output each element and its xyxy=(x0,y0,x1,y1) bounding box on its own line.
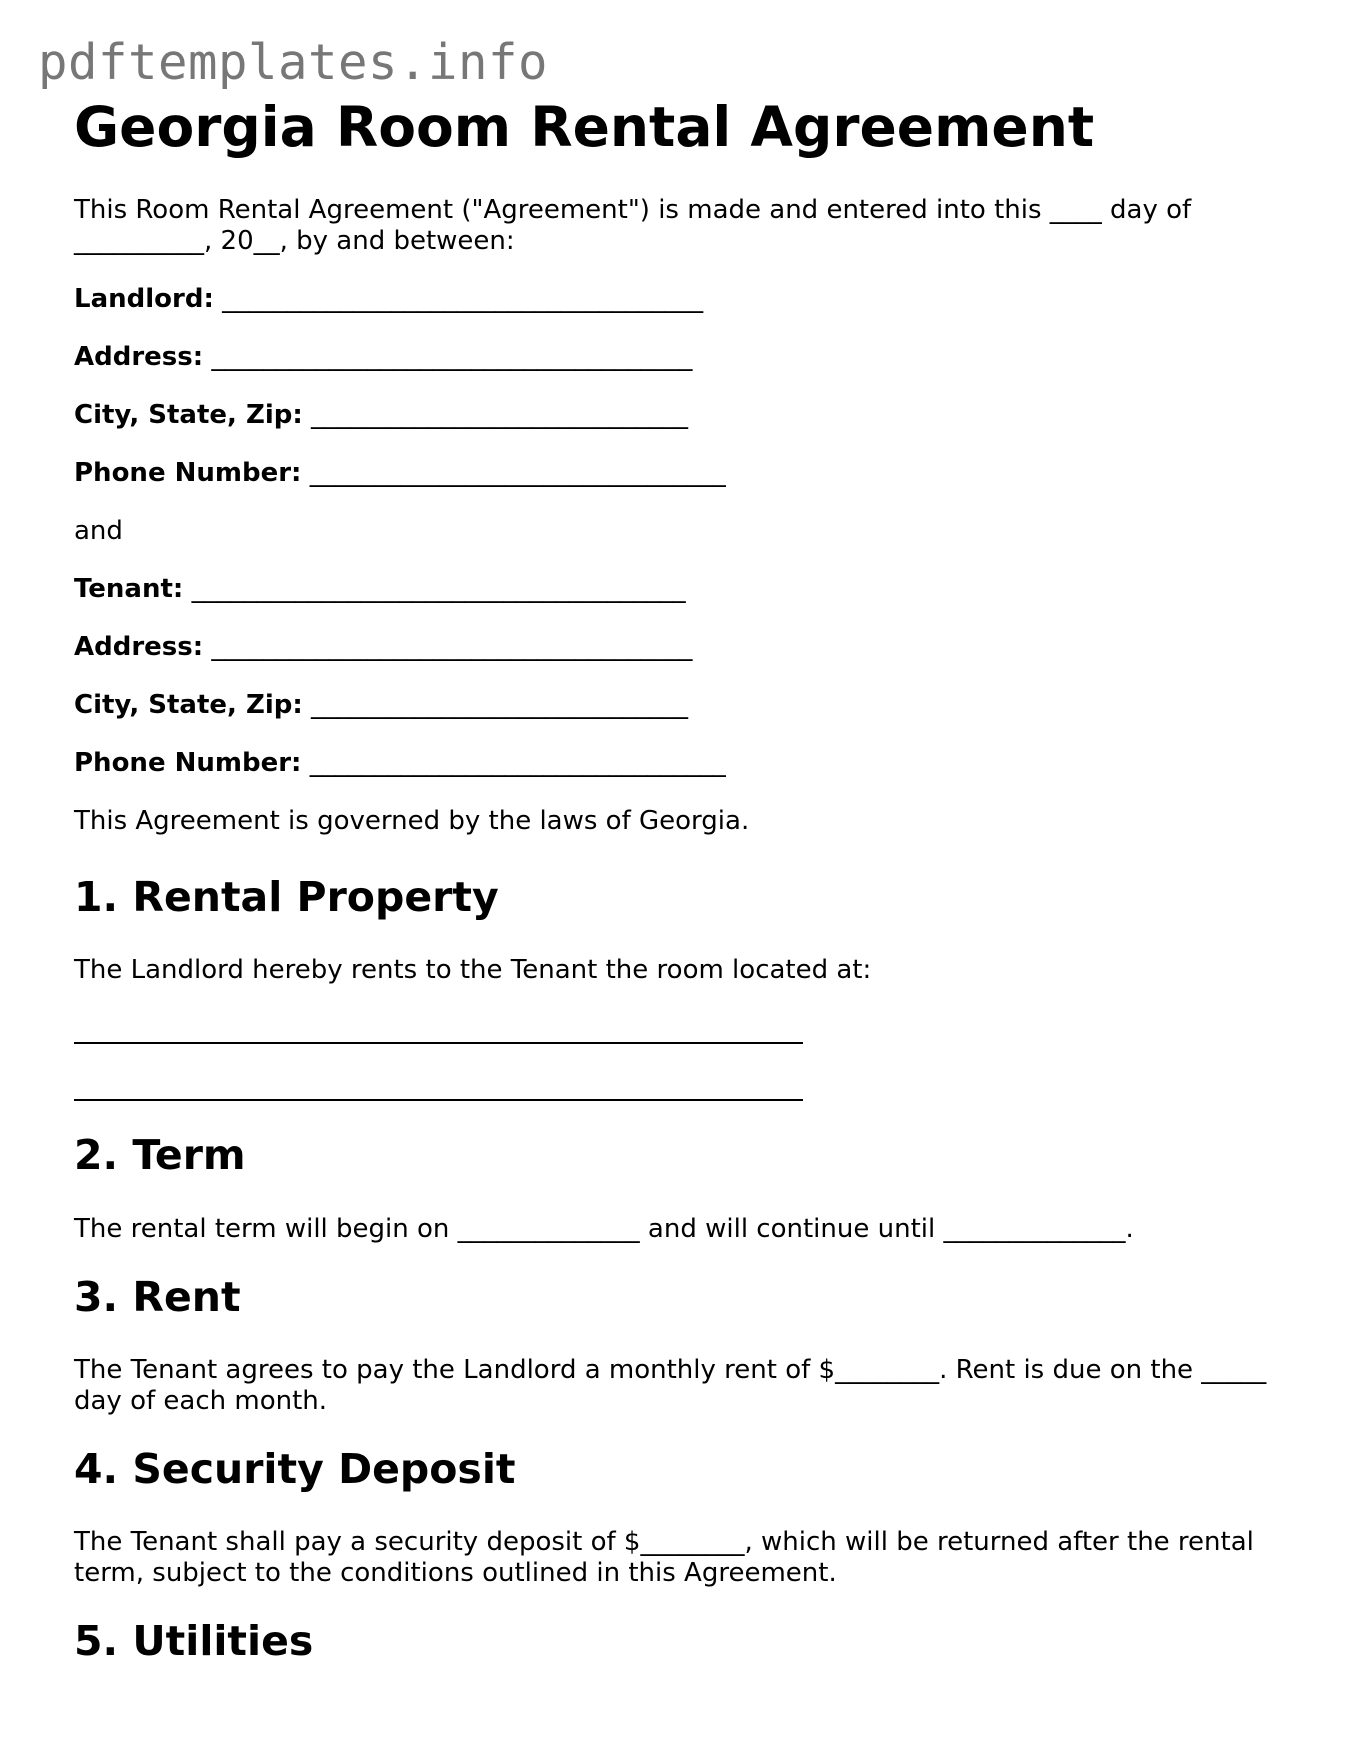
landlord-phone-label: Phone Number: xyxy=(74,458,302,489)
section-heading-utilities: 5. Utilities xyxy=(74,1617,314,1665)
property-address-line-1[interactable] xyxy=(74,1042,803,1044)
term-text: The rental term will begin on ______________ and will continue until ______________. xyxy=(74,1213,1134,1244)
property-address-line-2[interactable] xyxy=(74,1099,803,1101)
rental-property-text: The Landlord hereby rents to the Tenant the room located at: xyxy=(74,955,872,986)
landlord-address-label: Address: xyxy=(74,342,204,373)
tenant-city-blank[interactable]: _____________________________ xyxy=(311,690,689,721)
and-text: and xyxy=(74,516,123,547)
document-page xyxy=(74,96,1294,1666)
landlord-name-blank[interactable]: _____________________________________ xyxy=(222,284,704,315)
section-heading-rent: 3. Rent xyxy=(74,1272,241,1321)
tenant-address-label: Address: xyxy=(74,632,204,663)
governing-law-text: This Agreement is governed by the laws of Georgia. xyxy=(74,806,750,837)
security-deposit-text: The Tenant shall pay a security deposit of $________, which will be returned after the rental term, subject to the conditions outlined in this Agreement. xyxy=(74,1527,1254,1588)
tenant-phone-field[interactable] xyxy=(74,748,1294,779)
tenant-address-field[interactable] xyxy=(74,632,1294,663)
section-heading-term: 2. Term xyxy=(74,1131,246,1180)
rent-text: The Tenant agrees to pay the Landlord a monthly rent of $________. Rent is due on the _____ day of each month. xyxy=(74,1354,1267,1416)
tenant-address-blank[interactable]: _____________________________________ xyxy=(211,632,693,663)
landlord-phone-field[interactable] xyxy=(74,458,1294,489)
section-heading-rental-property: 1. Rental Property xyxy=(74,873,499,922)
tenant-name-blank[interactable]: ______________________________________ xyxy=(191,574,686,605)
section-heading-security-deposit: 4. Security Deposit xyxy=(74,1444,516,1493)
tenant-phone-label: Phone Number: xyxy=(74,748,302,779)
watermark: pdftemplates.info xyxy=(38,34,549,91)
landlord-city-label: City, State, Zip: xyxy=(74,400,303,431)
landlord-name-field[interactable] xyxy=(74,284,1294,315)
tenant-phone-blank[interactable]: ________________________________ xyxy=(309,748,726,779)
landlord-name-label: Landlord: xyxy=(74,284,214,315)
document-title: Georgia Room Rental Agreement xyxy=(74,95,1095,159)
landlord-city-field[interactable] xyxy=(74,400,1294,431)
tenant-city-label: City, State, Zip: xyxy=(74,690,303,721)
intro-paragraph: This Room Rental Agreement ("Agreement") is made and entered into this ____ day of __________, 20__, by and between: xyxy=(74,195,1192,257)
landlord-city-blank[interactable]: _____________________________ xyxy=(311,400,689,431)
tenant-name-field[interactable] xyxy=(74,574,1294,605)
landlord-address-blank[interactable]: _____________________________________ xyxy=(211,342,693,373)
landlord-phone-blank[interactable]: ________________________________ xyxy=(309,458,726,489)
tenant-city-field[interactable] xyxy=(74,690,1294,721)
landlord-address-field[interactable] xyxy=(74,342,1294,373)
tenant-name-label: Tenant: xyxy=(74,574,184,605)
